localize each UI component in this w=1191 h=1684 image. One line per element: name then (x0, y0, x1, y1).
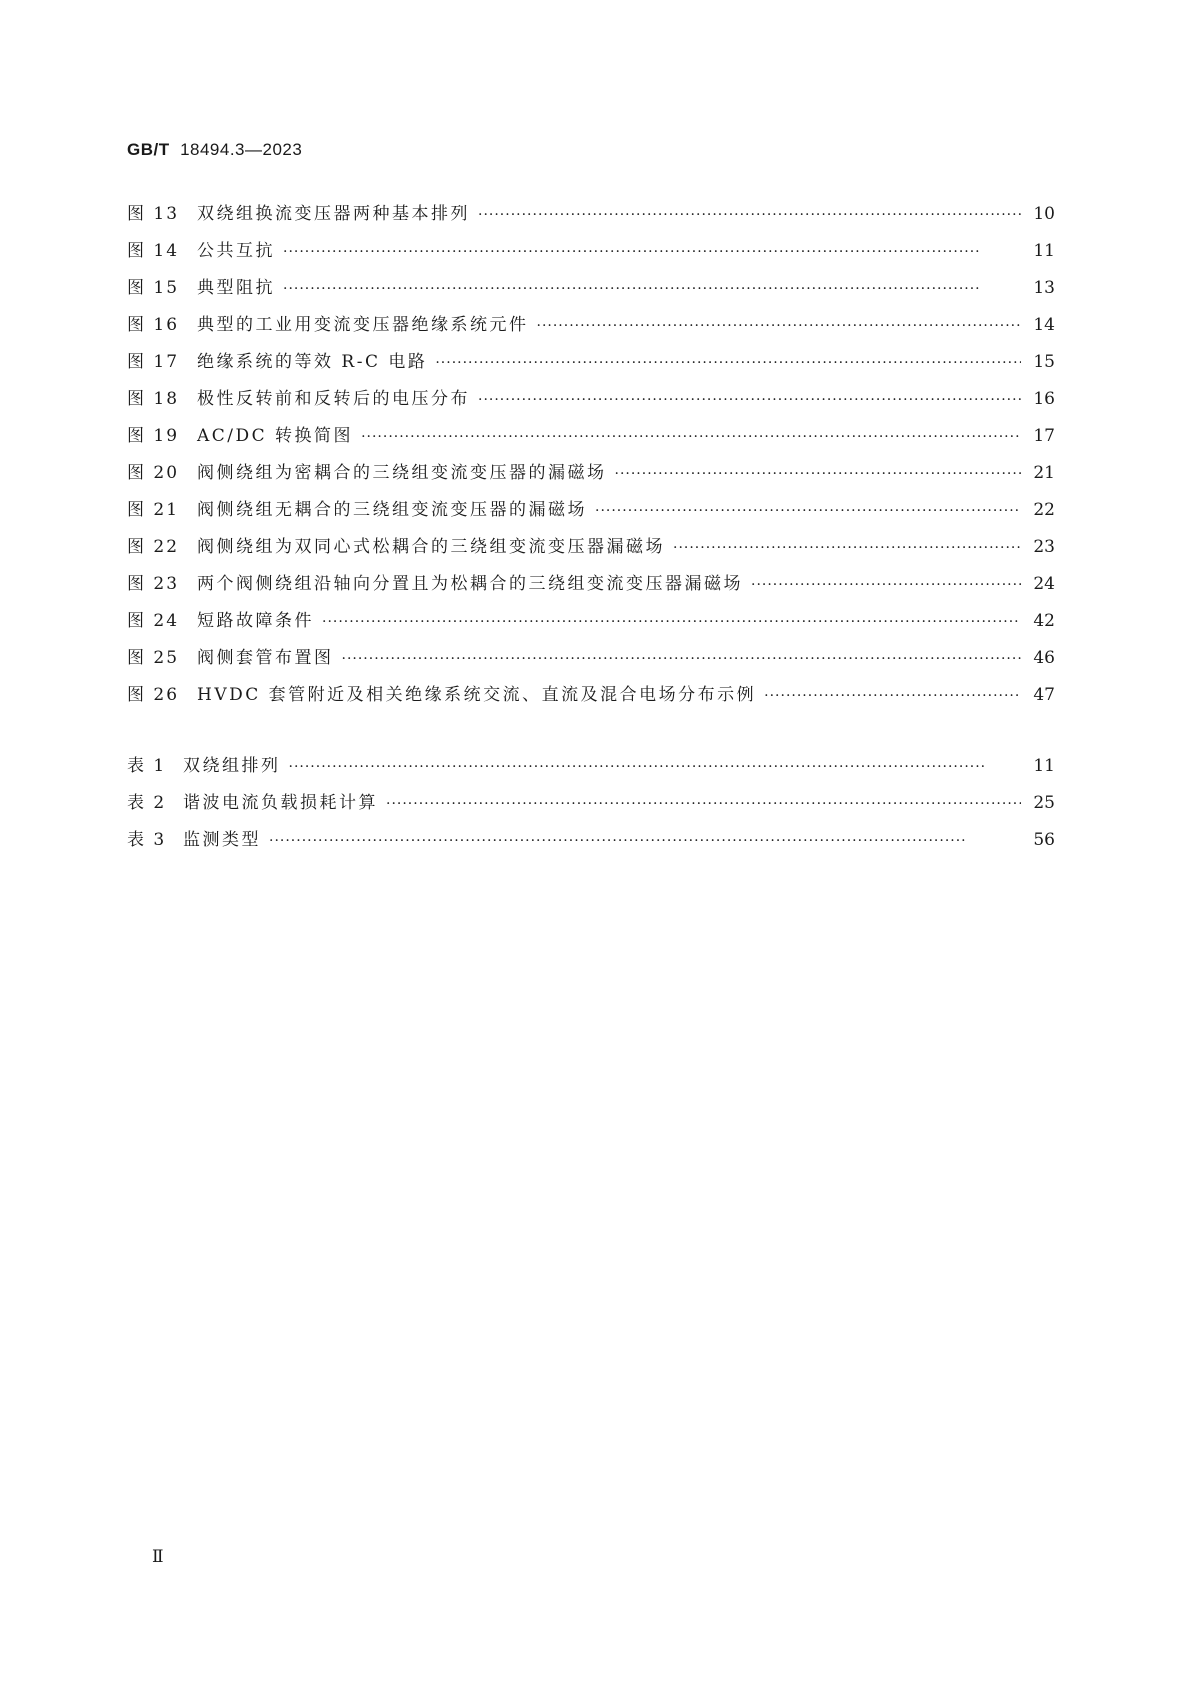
standard-number: 18494.3—2023 (180, 140, 303, 159)
toc-row[interactable] (127, 307, 1055, 344)
dot-leader (269, 823, 1021, 860)
dot-leader (283, 271, 1021, 308)
page-ref: 10 (1033, 204, 1055, 224)
page-ref: 46 (1033, 648, 1055, 668)
page-ref: 24 (1033, 574, 1055, 594)
figure-number: 图 19 (127, 426, 180, 446)
toc-row[interactable] (127, 677, 1055, 714)
figure-number: 图 23 (127, 574, 180, 594)
dot-leader (615, 456, 1022, 493)
figure-title: 公共互抗 (197, 241, 275, 261)
figure-title: 阀侧绕组为密耦合的三绕组变流变压器的漏磁场 (197, 463, 607, 483)
figure-number: 图 24 (127, 611, 180, 631)
toc-row[interactable] (127, 785, 1055, 822)
toc-row[interactable] (127, 418, 1055, 455)
figure-title: 典型的工业用变流变压器绝缘系统元件 (197, 315, 529, 335)
figure-number: 图 18 (127, 389, 180, 409)
table-title: 谐波电流负载损耗计算 (183, 793, 378, 813)
figure-title: 短路故障条件 (197, 611, 314, 631)
toc-row[interactable] (127, 566, 1055, 603)
page-ref: 47 (1033, 685, 1055, 705)
page-number: Ⅱ (152, 1547, 164, 1567)
dot-leader (478, 197, 1021, 234)
figure-number: 图 20 (127, 463, 180, 483)
toc-row[interactable] (127, 381, 1055, 418)
page-ref: 17 (1033, 426, 1055, 446)
table-title: 双绕组排列 (183, 756, 281, 776)
dot-leader (361, 419, 1021, 456)
toc-row[interactable] (127, 344, 1055, 381)
table-number: 表 2 (127, 793, 167, 813)
page-ref: 21 (1033, 463, 1055, 483)
figure-title: 典型阻抗 (197, 278, 275, 298)
figure-title: AC/DC 转换简图 (197, 426, 354, 446)
dot-leader (435, 345, 1021, 382)
figure-number: 图 13 (127, 204, 180, 224)
page-ref: 11 (1033, 241, 1055, 261)
toc-row[interactable] (127, 196, 1055, 233)
figure-number: 图 22 (127, 537, 180, 557)
dot-leader (478, 382, 1021, 419)
table-title: 监测类型 (183, 830, 261, 850)
figure-number: 图 17 (127, 352, 180, 372)
toc-row[interactable] (127, 492, 1055, 529)
toc-row[interactable] (127, 748, 1055, 785)
page-ref: 42 (1033, 611, 1055, 631)
page-ref: 56 (1033, 830, 1055, 850)
document-header (127, 140, 302, 160)
toc-row[interactable] (127, 529, 1055, 566)
figure-title: 阀侧套管布置图 (197, 648, 334, 668)
figure-title: 极性反转前和反转后的电压分布 (197, 389, 470, 409)
dot-leader (751, 567, 1021, 604)
figure-title: 阀侧绕组为双同心式松耦合的三绕组变流变压器漏磁场 (197, 537, 665, 557)
page-ref: 22 (1033, 500, 1055, 520)
table-number: 表 3 (127, 830, 167, 850)
figure-title: HVDC 套管附近及相关绝缘系统交流、直流及混合电场分布示例 (197, 685, 757, 705)
toc-row[interactable] (127, 640, 1055, 677)
figure-number: 图 16 (127, 315, 180, 335)
dot-leader (386, 786, 1021, 823)
page-ref: 23 (1033, 537, 1055, 557)
page-ref: 14 (1033, 315, 1055, 335)
dot-leader (322, 604, 1021, 641)
figure-number: 图 21 (127, 500, 180, 520)
figure-number: 图 25 (127, 648, 180, 668)
page-ref: 11 (1033, 756, 1055, 776)
toc-row[interactable] (127, 822, 1055, 859)
standard-code: GB/T (127, 140, 170, 159)
page-ref: 25 (1033, 793, 1055, 813)
toc-row[interactable] (127, 270, 1055, 307)
page-ref: 13 (1033, 278, 1055, 298)
toc-row[interactable] (127, 603, 1055, 640)
figure-list (127, 196, 1055, 714)
toc-row[interactable] (127, 455, 1055, 492)
table-number: 表 1 (127, 756, 167, 776)
page-ref: 15 (1033, 352, 1055, 372)
figure-title: 阀侧绕组无耦合的三绕组变流变压器的漏磁场 (197, 500, 587, 520)
dot-leader (289, 749, 1022, 786)
dot-leader (342, 641, 1022, 678)
figure-title: 绝缘系统的等效 R-C 电路 (197, 352, 428, 372)
figure-number: 图 26 (127, 685, 180, 705)
figure-title: 两个阀侧绕组沿轴向分置且为松耦合的三绕组变流变压器漏磁场 (197, 574, 743, 594)
dot-leader (537, 308, 1022, 345)
table-list (127, 748, 1055, 859)
dot-leader (764, 678, 1021, 715)
dot-leader (283, 234, 1021, 271)
dot-leader (595, 493, 1021, 530)
toc-row[interactable] (127, 233, 1055, 270)
dot-leader (673, 530, 1021, 567)
figure-number: 图 15 (127, 278, 180, 298)
figure-number: 图 14 (127, 241, 180, 261)
figure-title: 双绕组换流变压器两种基本排列 (197, 204, 470, 224)
page-ref: 16 (1033, 389, 1055, 409)
